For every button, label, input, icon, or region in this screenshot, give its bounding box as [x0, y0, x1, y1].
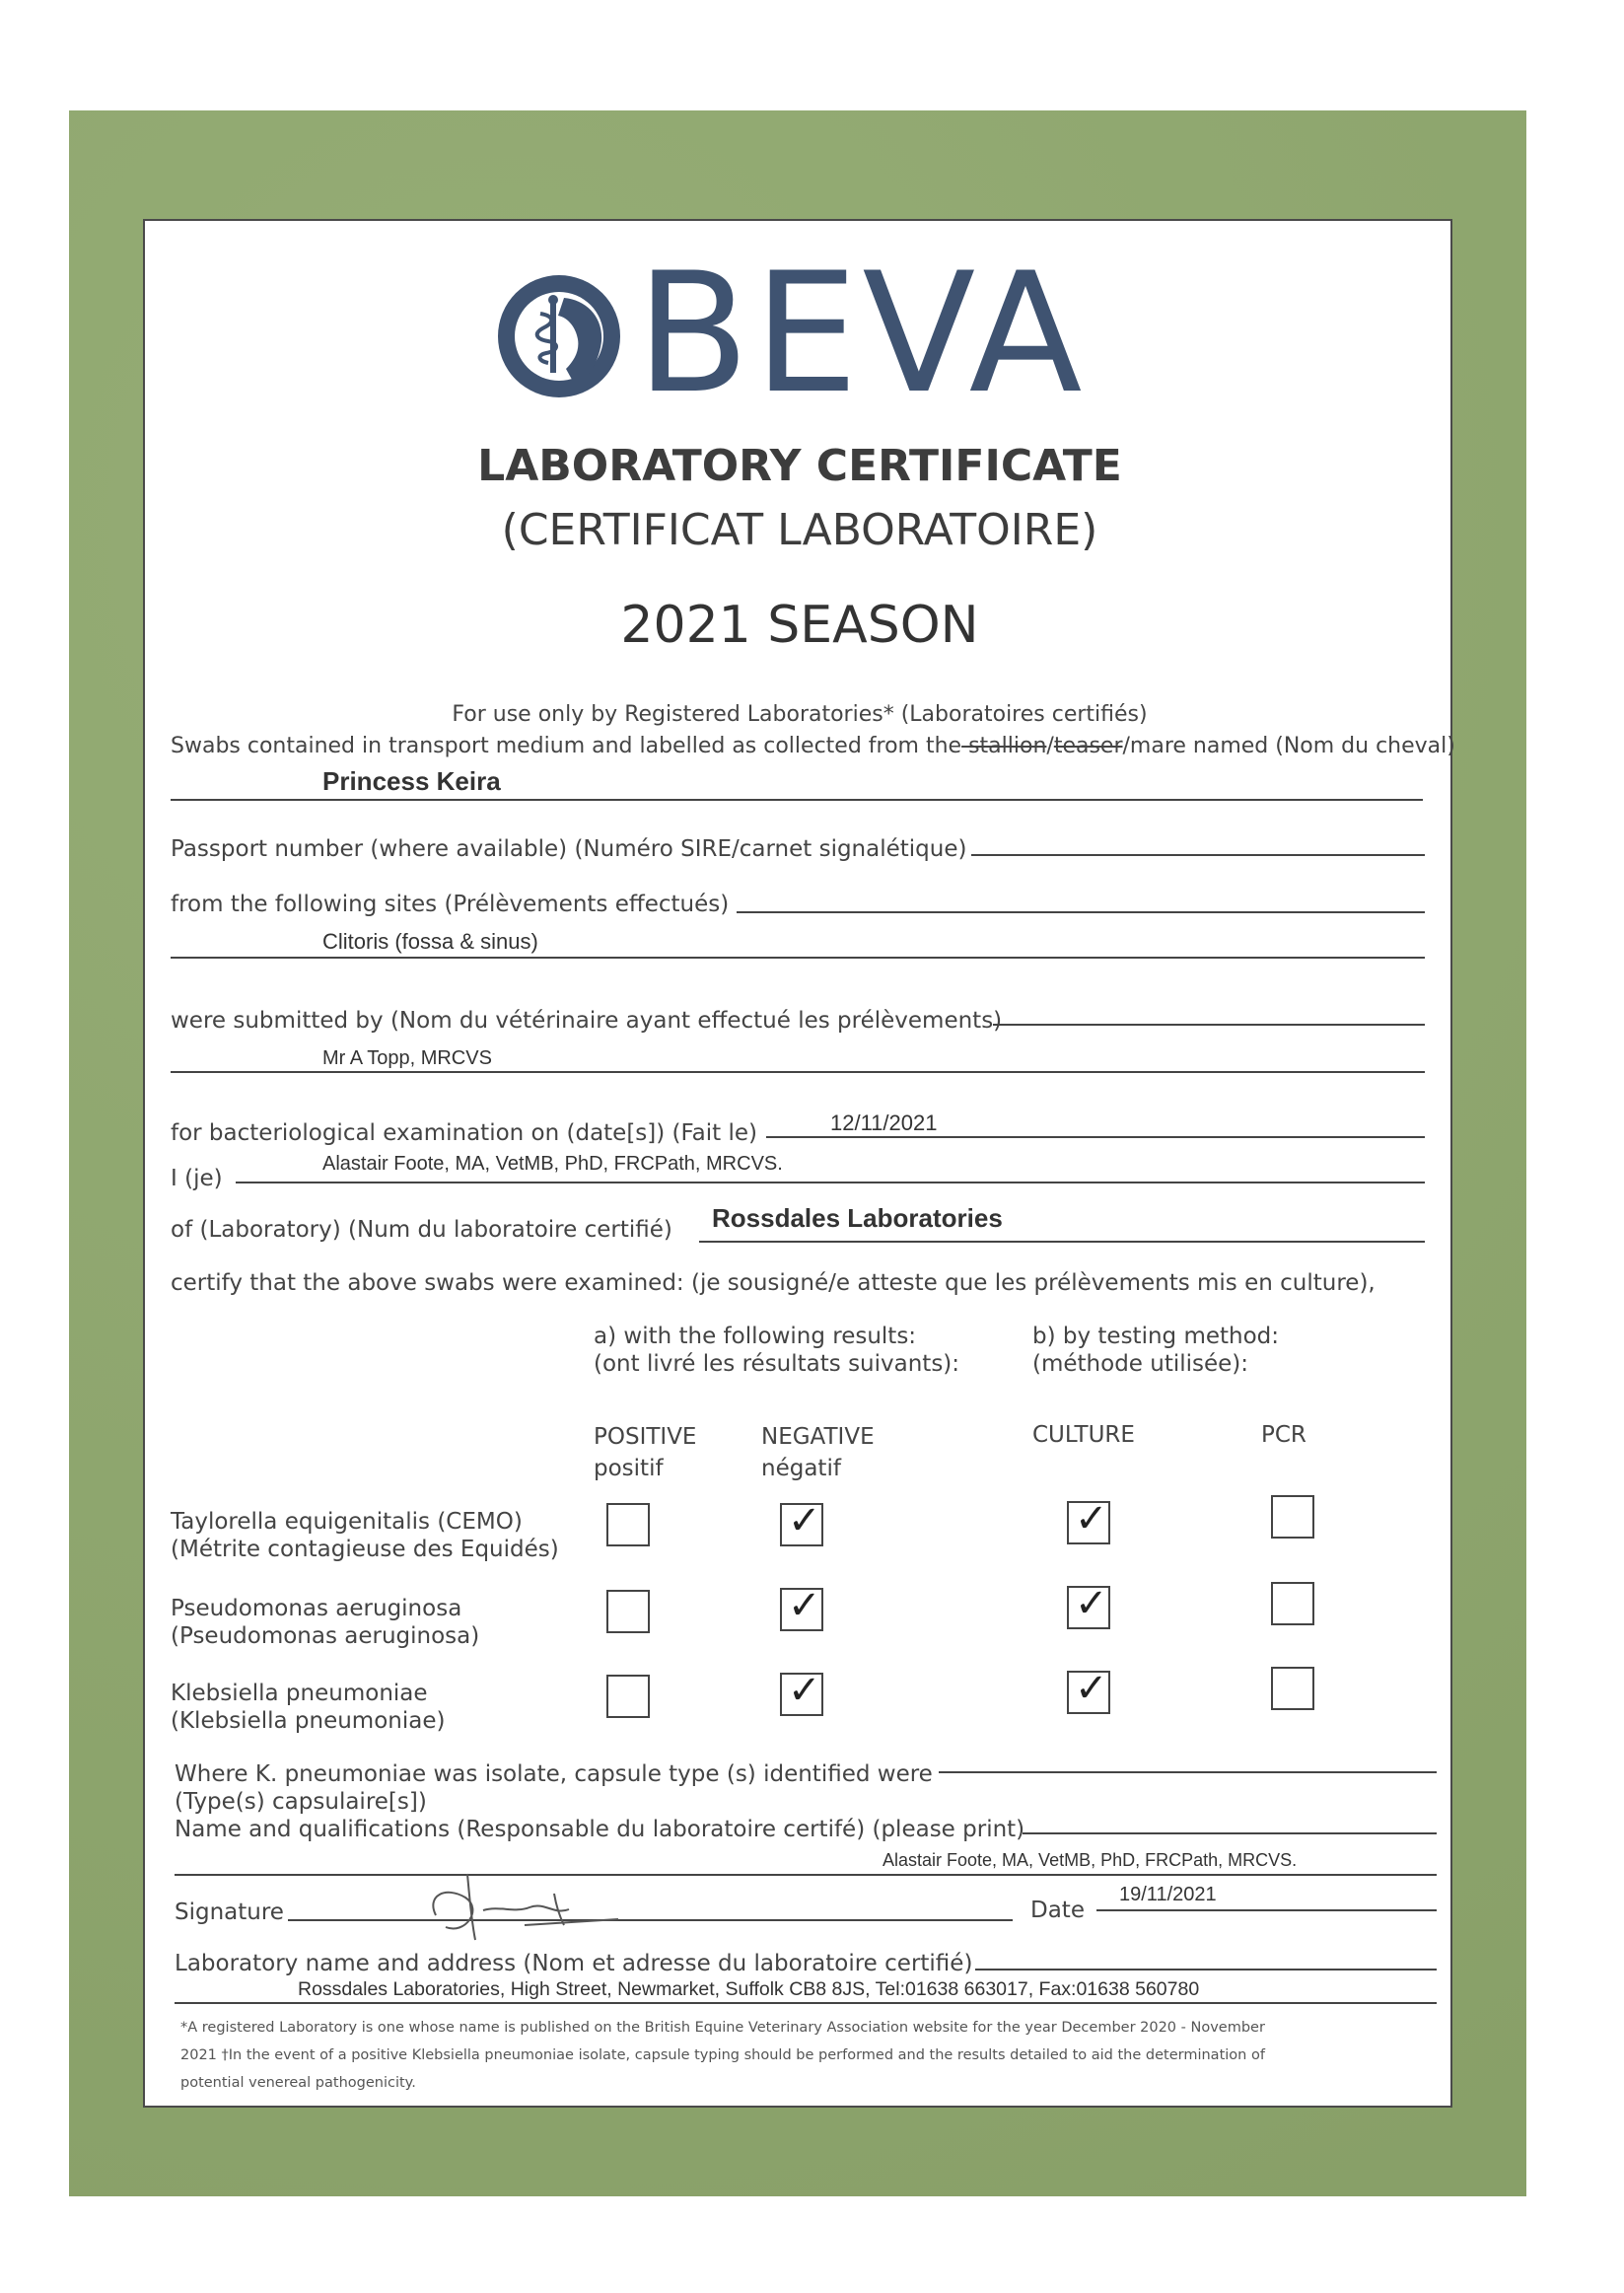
beva-logo — [493, 237, 1282, 430]
method-header-en: b) by testing method: — [1032, 1324, 1280, 1349]
organism-1-name: Taylorella equigenitalis (CEMO) — [171, 1509, 523, 1535]
address-value: Rossdales Laboratories, High Street, Newmarket, Suffolk CB8 8JS, Tel:01638 663017, Fax:01638 560780 — [298, 1978, 1200, 2000]
lab-value: Rossdales Laboratories — [712, 1203, 1003, 1233]
passport-line — [971, 854, 1425, 856]
capsule-label-fr: (Type(s) capsulaire[s]) — [175, 1789, 427, 1815]
organism-1-name-fr: (Métrite contagieuse des Equidés) — [171, 1537, 559, 1562]
exam-date-value: 12/11/2021 — [830, 1111, 938, 1135]
logo-wordmark: BEVA — [636, 237, 1087, 430]
footnote-line-3: potential venereal pathogenicity. — [180, 2075, 416, 2091]
certify-statement: certify that the above swabs were examined: (je sousigné/e atteste que les prélèvements mis en culture), — [171, 1270, 1376, 1296]
date-line — [1096, 1909, 1437, 1911]
certificate-card — [143, 219, 1455, 2108]
name-qualifications-label: Name and qualifications (Responsable du laboratoire certifé) (please print) — [175, 1817, 1025, 1842]
address-label: Laboratory name and address (Nom et adresse du laboratoire certifié) — [175, 1951, 973, 1976]
passport-label: Passport number (where available) (Numéro SIRE/carnet signalétique) — [171, 836, 967, 862]
certificate-title-french: (CERTIFICAT LABORATOIRE) — [501, 505, 1098, 555]
organism-1-culture-checkbox[interactable] — [1067, 1496, 1110, 1544]
registered-lab-note: For use only by Registered Laboratories* (Laboratoires certifiés) — [452, 702, 1148, 727]
method-header-fr: (méthode utilisée): — [1032, 1351, 1249, 1377]
check-mark-icon: ✓ — [788, 1668, 821, 1713]
lab-line — [699, 1241, 1425, 1243]
teaser-struck: teaser — [1053, 734, 1123, 758]
date-value: 19/11/2021 — [1119, 1884, 1217, 1905]
positive-header-fr: positif — [594, 1456, 664, 1481]
horse-name-value: Princess Keira — [322, 766, 501, 796]
organism-3-negative-checkbox[interactable] — [780, 1668, 823, 1716]
exam-label: for bacteriological examination on (date[s]) (Fait le) — [171, 1120, 757, 1146]
exam-date-line — [766, 1136, 1425, 1138]
footnote-line-2: 2021 †In the event of a positive Klebsiella pneumoniae isolate, capsule typing should be performed and the results detailed to aid the determination of — [180, 2047, 1265, 2063]
positive-header: POSITIVE — [594, 1424, 697, 1450]
organism-3-name: Klebsiella pneumoniae — [171, 1681, 428, 1706]
organism-3-culture-checkbox[interactable] — [1067, 1666, 1110, 1714]
name-qualifications-value: Alastair Foote, MA, VetMB, PhD, FRCPath, MRCVS. — [883, 1850, 1298, 1870]
sites-value: Clitoris (fossa & sinus) — [322, 929, 538, 954]
address-line-1 — [975, 1969, 1437, 1971]
footnote — [180, 2014, 1433, 2097]
organism-2-culture-checkbox[interactable] — [1067, 1581, 1110, 1629]
footnote-line-1: *A registered Laboratory is one whose name is published on the British Equine Veterinary Association website for the year December 2020 - November — [180, 2020, 1265, 2036]
check-mark-icon: ✓ — [1075, 1496, 1108, 1541]
name-qualifications-line-1 — [1023, 1832, 1437, 1834]
culture-header: CULTURE — [1032, 1422, 1135, 1448]
name-qualifications-line-2 — [175, 1874, 1437, 1876]
organism-1-pcr-checkbox[interactable] — [1271, 1495, 1314, 1539]
results-header-en: a) with the following results: — [594, 1324, 917, 1349]
results-header-fr: (ont livré les résultats suivants): — [594, 1351, 960, 1377]
organism-2-name: Pseudomonas aeruginosa — [171, 1596, 462, 1621]
sites-label: from the following sites (Prélèvements effectués) — [171, 892, 730, 917]
submitted-value: Mr A Topp, MRCVS — [322, 1047, 492, 1069]
organism-1-positive-checkbox[interactable] — [606, 1503, 650, 1546]
capsule-label: Where K. pneumoniae was isolate, capsule type (s) identified were — [175, 1761, 933, 1787]
check-mark-icon: ✓ — [788, 1498, 821, 1543]
sites-line-1 — [737, 911, 1425, 913]
organism-3-positive-checkbox[interactable] — [606, 1675, 650, 1718]
date-label: Date — [1030, 1898, 1085, 1923]
signature-scribble — [406, 1866, 633, 1945]
swabs-description — [171, 734, 1455, 758]
organism-2-positive-checkbox[interactable] — [606, 1590, 650, 1633]
examiner-value: Alastair Foote, MA, VetMB, PhD, FRCPath, MRCVS. — [322, 1153, 783, 1175]
organism-3-name-fr: (Klebsiella pneumoniae) — [171, 1708, 446, 1734]
lab-label: of (Laboratory) (Num du laboratoire certifié) — [171, 1217, 672, 1243]
submitted-line-2 — [171, 1071, 1425, 1073]
certificate-title: LABORATORY CERTIFICATE — [477, 441, 1122, 491]
submitted-line-1 — [993, 1024, 1425, 1026]
organism-2-pcr-checkbox[interactable] — [1271, 1582, 1314, 1625]
organism-1-negative-checkbox[interactable] — [780, 1498, 823, 1546]
signature-line — [288, 1919, 1013, 1921]
pcr-header: PCR — [1261, 1422, 1306, 1448]
check-mark-icon: ✓ — [1075, 1581, 1108, 1626]
address-line-2 — [175, 2002, 1437, 2004]
horse-head-caduceus-icon — [493, 270, 626, 403]
organism-2-negative-checkbox[interactable] — [780, 1583, 823, 1631]
slash: / — [1046, 734, 1054, 758]
horse-name-line — [171, 799, 1423, 801]
season-title: 2021 SEASON — [620, 596, 979, 655]
check-mark-icon: ✓ — [788, 1583, 821, 1628]
negative-header-fr: négatif — [761, 1456, 841, 1481]
check-mark-icon: ✓ — [1075, 1666, 1108, 1711]
negative-header: NEGATIVE — [761, 1424, 875, 1450]
submitted-label: were submitted by (Nom du vétérinaire ayant effectué les prélèvements) — [171, 1008, 1003, 1034]
organism-3-pcr-checkbox[interactable] — [1271, 1667, 1314, 1710]
organism-2-name-fr: (Pseudomonas aeruginosa) — [171, 1623, 480, 1649]
swabs-text: Swabs contained in transport medium and labelled as collected from the — [171, 734, 962, 758]
i-je-label: I (je) — [171, 1166, 223, 1191]
mare-named-text: /mare named (Nom du cheval) — [1122, 734, 1455, 758]
stallion-struck: stallion — [961, 734, 1047, 758]
capsule-line — [939, 1771, 1437, 1773]
sites-line-2 — [171, 957, 1425, 959]
examiner-line — [236, 1182, 1425, 1183]
signature-label: Signature — [175, 1899, 284, 1925]
